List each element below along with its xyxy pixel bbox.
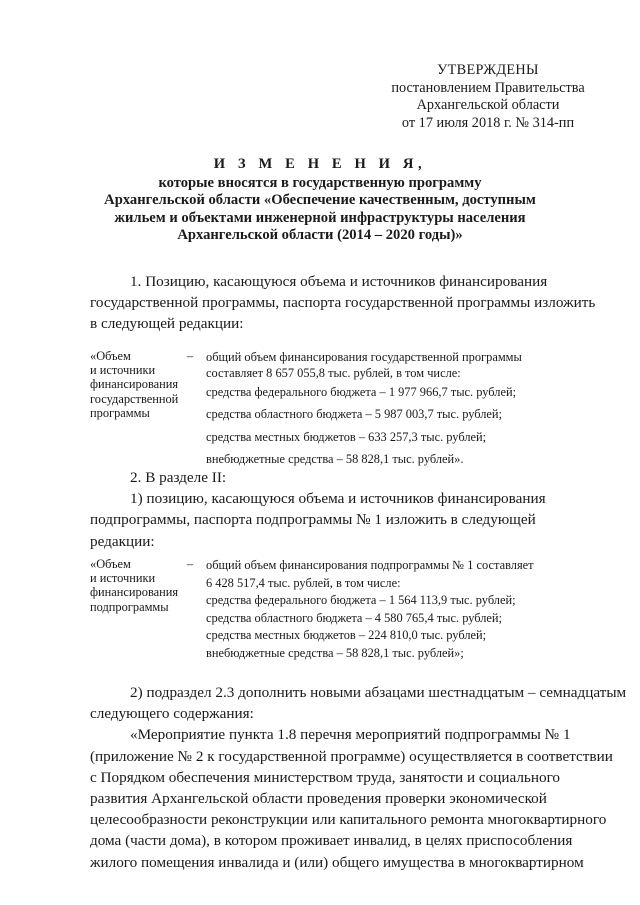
table-row: средства федерального бюджета – 1 564 113,9 тыс. рублей; xyxy=(206,593,516,608)
approval-line: постановлением Правительства xyxy=(391,79,585,96)
approval-date: от 17 июля 2018 г. № 314-пп xyxy=(401,114,575,131)
document-title xyxy=(80,156,560,245)
table-dash: – xyxy=(187,349,194,363)
label-line: финансирования xyxy=(90,377,179,392)
paragraph-line: 1) позицию, касающуюся объема и источников финансирования xyxy=(130,490,546,508)
approval-line: Архангельской области xyxy=(416,97,560,114)
table-row: общий объем финансирования подпрограммы № 1 составляет xyxy=(206,558,534,572)
section-heading: 2. В разделе II: xyxy=(130,469,227,486)
label-line: и источники xyxy=(90,363,156,378)
paragraph-line: целесообразности реконструкции или капитального ремонта многоквартирного xyxy=(90,811,607,829)
item-1-paragraph xyxy=(90,271,600,335)
paragraph-line: дома (части дома), в котором проживает инвалид, в целях приспособления xyxy=(90,832,573,850)
item-2-2-paragraph xyxy=(90,682,627,873)
title-line: Архангельской области (2014 – 2020 годы)» xyxy=(177,227,463,243)
table-values xyxy=(206,557,606,663)
label-line: «Объем xyxy=(90,349,131,363)
label-line: подпрограммы xyxy=(90,599,169,614)
title-line: которые вносятся в государственную программу xyxy=(158,174,482,191)
table-dash: – xyxy=(187,557,194,571)
table-row: внебюджетные средства – 58 828,1 тыс. рублей». xyxy=(206,451,464,466)
approval-heading: УТВЕРЖДЕНЫ xyxy=(437,62,539,78)
label-line: и источники xyxy=(90,571,156,586)
label-line: программы xyxy=(90,405,150,420)
title-line: Архангельской области «Обеспечение качественным, доступным xyxy=(104,192,536,208)
paragraph-line: развития Архангельской области проведения проверки экономической xyxy=(90,790,547,808)
table-row: 6 428 517,4 тыс. рублей, в том числе: xyxy=(206,575,401,590)
title-line: жильем и объектами инженерной инфраструктуры населения xyxy=(114,209,526,226)
paragraph-line: 2) подраздел 2.3 дополнить новыми абзацами шестнадцатым – семнадцатым xyxy=(130,684,627,701)
paragraph-line: жилого помещения инвалида и (или) общего имущества в многоквартирном xyxy=(90,853,584,871)
table-row: общий объем финансирования государственной программы xyxy=(206,350,522,364)
table-row: средства местных бюджетов – 633 257,3 тыс. рублей; xyxy=(206,429,487,444)
paragraph-line: следующего содержания: xyxy=(90,705,254,723)
table-values xyxy=(206,349,606,470)
label-line: государственной xyxy=(90,391,179,406)
paragraph-line: редакции: xyxy=(90,532,155,550)
title-heading: И З М Е Н Е Н И Я, xyxy=(213,156,427,172)
paragraph-line: 1. Позицию, касающуюся объема и источников финансирования xyxy=(130,273,548,290)
table-row: средства местных бюджетов – 224 810,0 тыс. рублей; xyxy=(206,628,487,643)
label-line: финансирования xyxy=(90,585,179,600)
table-label xyxy=(90,557,190,614)
table-row: внебюджетные средства – 58 828,1 тыс. рублей»; xyxy=(206,645,464,660)
item-2-section xyxy=(90,467,600,552)
paragraph-line: «Мероприятие пункта 1.8 перечня мероприятий подпрограммы № 1 xyxy=(130,726,571,744)
paragraph-line: подпрограммы, паспорта подпрограммы № 1 изложить в следующей xyxy=(90,511,536,529)
paragraph-line: государственной программы, паспорта государственной программы изложить xyxy=(90,294,596,312)
table-label xyxy=(90,349,190,420)
label-line: «Объем xyxy=(90,557,131,571)
approval-stamp xyxy=(376,62,600,132)
paragraph-line: в следующей редакции: xyxy=(90,315,244,333)
table-row: составляет 8 657 055,8 тыс. рублей, в том числе: xyxy=(206,366,461,380)
table-row: средства областного бюджета – 4 580 765,4 тыс. рублей; xyxy=(206,610,503,625)
paragraph-line: (приложение № 2 к государственной программе) осуществляется в соответствии xyxy=(90,747,613,765)
table-row: средства областного бюджета – 5 987 003,7 тыс. рублей; xyxy=(206,407,503,422)
paragraph-line: с Порядком обеспечения министерством труда, занятости и социального xyxy=(90,768,561,786)
table-row: средства федерального бюджета – 1 977 966,7 тыс. рублей; xyxy=(206,385,517,399)
